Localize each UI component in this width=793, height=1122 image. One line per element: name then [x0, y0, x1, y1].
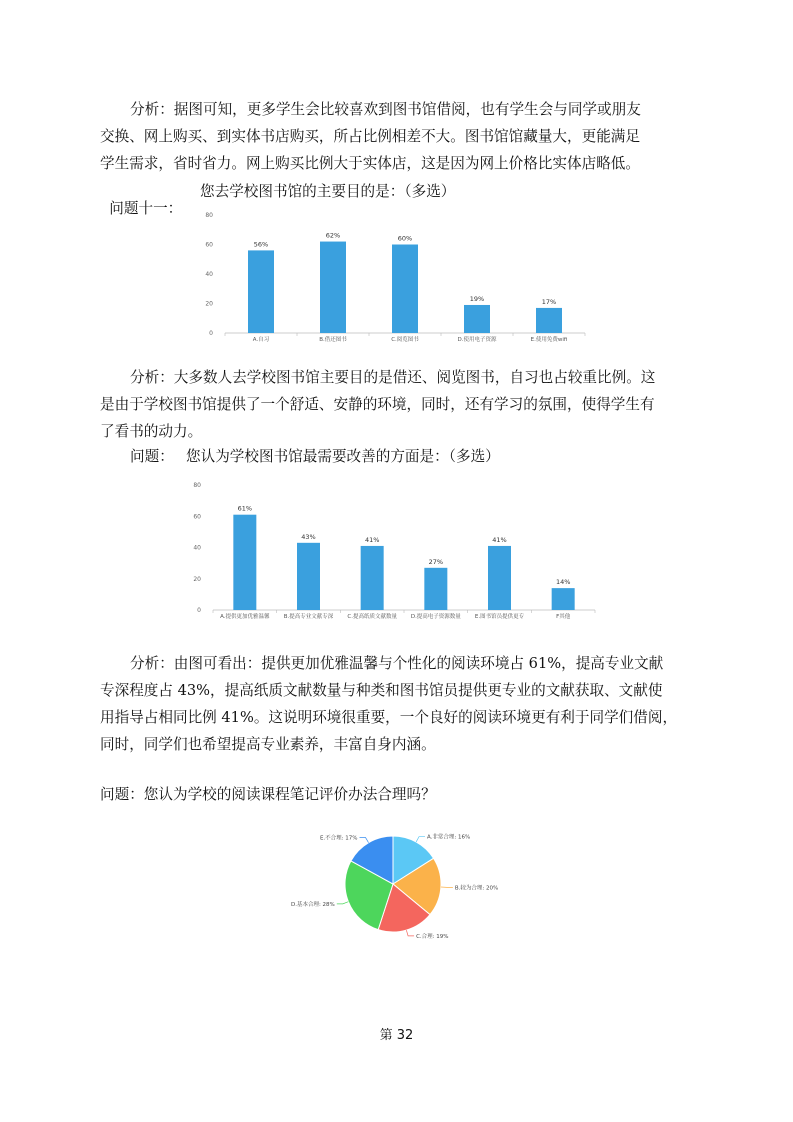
page-number: 第 32 — [379, 1028, 414, 1043]
bar — [297, 543, 320, 610]
data-label: 60% — [397, 234, 413, 243]
analysis-3-line-3: 用指导占相同比例 41%。这说明环境很重要，一个良好的阅读环境更有利于同学们借阅， — [100, 709, 678, 726]
x-tick-label: C.阅览图书 — [391, 337, 419, 343]
bar — [464, 305, 490, 333]
y-tick-label: 0 — [209, 330, 213, 337]
analysis-1-line-3: 学生需求，省时省力。网上购买比例大于实体店，这是因为网上价格比实体店略低。 — [100, 155, 640, 172]
data-label: 41% — [492, 535, 507, 544]
x-tick-label: B.提高专业文献专深 — [283, 614, 334, 620]
analysis-paragraph-3 — [100, 650, 694, 758]
purpose-bar-chart — [200, 205, 590, 350]
data-label: 43% — [301, 532, 316, 541]
pie-slice-label: E.不合理: 17% — [319, 835, 358, 842]
bar — [488, 546, 511, 610]
question-11 — [100, 180, 182, 218]
y-tick-label: 60 — [205, 241, 213, 249]
x-tick-label: D.使用电子资源 — [457, 337, 497, 343]
bar — [233, 515, 256, 610]
bar — [320, 242, 346, 333]
pie-slice-label: D.基本合理: 28% — [290, 901, 335, 908]
question-12-text: 您认为学校图书馆最需要改善的方面是：（多选） — [186, 448, 500, 465]
bar — [536, 308, 562, 333]
question-11-text: 您去学校图书馆的主要目的是：（多选） — [200, 183, 456, 200]
y-tick-label: 80 — [205, 212, 213, 219]
question-13-text: 问题：您认为学校的阅读课程笔记评价办法合理吗？ — [100, 786, 436, 803]
y-tick-label: 40 — [193, 544, 201, 552]
question-11-prefix: 问题十一： — [109, 200, 183, 217]
x-tick-label: E.图书馆员提供更专 — [474, 614, 525, 620]
x-tick-label: C.提高纸质文献数量 — [347, 614, 397, 620]
bar — [424, 568, 447, 610]
pie-leader-line — [360, 838, 369, 843]
data-label: 62% — [325, 231, 341, 240]
data-label: 19% — [469, 294, 485, 303]
y-tick-label: 0 — [197, 607, 201, 614]
bar — [552, 588, 575, 610]
data-label: 27% — [428, 557, 444, 566]
analysis-paragraph-2 — [100, 364, 694, 445]
y-tick-label: 40 — [205, 271, 213, 278]
analysis-3-line-4: 同时，同学们也希望提高专业素养，丰富自身内涵。 — [100, 736, 436, 753]
bar — [361, 546, 384, 610]
x-tick-label: B.借还图书 — [319, 337, 347, 343]
x-tick-label: A.提供更加优雅温馨 — [220, 614, 270, 620]
pie-leader-line — [406, 930, 414, 936]
x-tick-label: A.自习 — [252, 337, 270, 343]
y-tick-label: 20 — [193, 575, 201, 583]
data-label: 56% — [253, 240, 269, 249]
analysis-1-line-1: 分析：据图可知，更多学生会比较喜欢到图书馆借阅，也有学生会与同学或朋友 — [130, 101, 641, 118]
bar — [392, 245, 418, 334]
pie-slice-label: C.合理: 19% — [416, 933, 449, 940]
data-label: 61% — [237, 504, 253, 513]
x-tick-label: E.使用免费wifi — [530, 337, 568, 343]
x-tick-label: D.提高电子资源数量 — [410, 614, 461, 620]
y-tick-label: 60 — [193, 513, 201, 521]
pie-leader-line — [416, 837, 425, 842]
data-label: 14% — [555, 578, 571, 587]
evaluation-pie-chart — [270, 812, 560, 952]
improvement-bar-chart — [195, 477, 600, 627]
analysis-2-line-1: 分析：大多数人去学校图书馆主要目的是借还、阅览图书，自习也占较重比例。这 — [130, 369, 656, 386]
analysis-paragraph-1 — [100, 96, 694, 177]
analysis-2-line-3: 了看书的动力。 — [100, 423, 203, 440]
analysis-3-line-2: 专深程度占 43%，提高纸质文献数量与种类和图书馆员提供更专业的文献获取、文献使 — [100, 682, 663, 699]
bar — [248, 250, 274, 333]
data-label: 17% — [541, 297, 557, 306]
analysis-3-line-1: 分析：由图可看出：提供更加优雅温馨与个性化的阅读环境占 61%，提高专业文献 — [130, 655, 664, 672]
y-tick-label: 20 — [205, 300, 213, 308]
x-tick-label: F其他 — [556, 614, 571, 620]
pie-slice-label: B.较为合理: 20% — [454, 885, 499, 892]
analysis-1-line-2: 交换、网上购买、到实体书店购买，所占比例相差不大。图书馆馆藏量大，更能满足 — [100, 128, 640, 145]
data-label: 41% — [364, 535, 380, 544]
y-tick-label: 80 — [193, 482, 201, 489]
analysis-2-line-2: 是由于学校图书馆提供了一个舒适、安静的环境，同时，还有学习的氛围，使得学生有 — [100, 396, 655, 413]
pie-slice-label: A.非常合理: 16% — [427, 834, 471, 841]
question-12-prefix: 问题： — [130, 448, 174, 465]
pie-leader-line — [337, 902, 349, 904]
